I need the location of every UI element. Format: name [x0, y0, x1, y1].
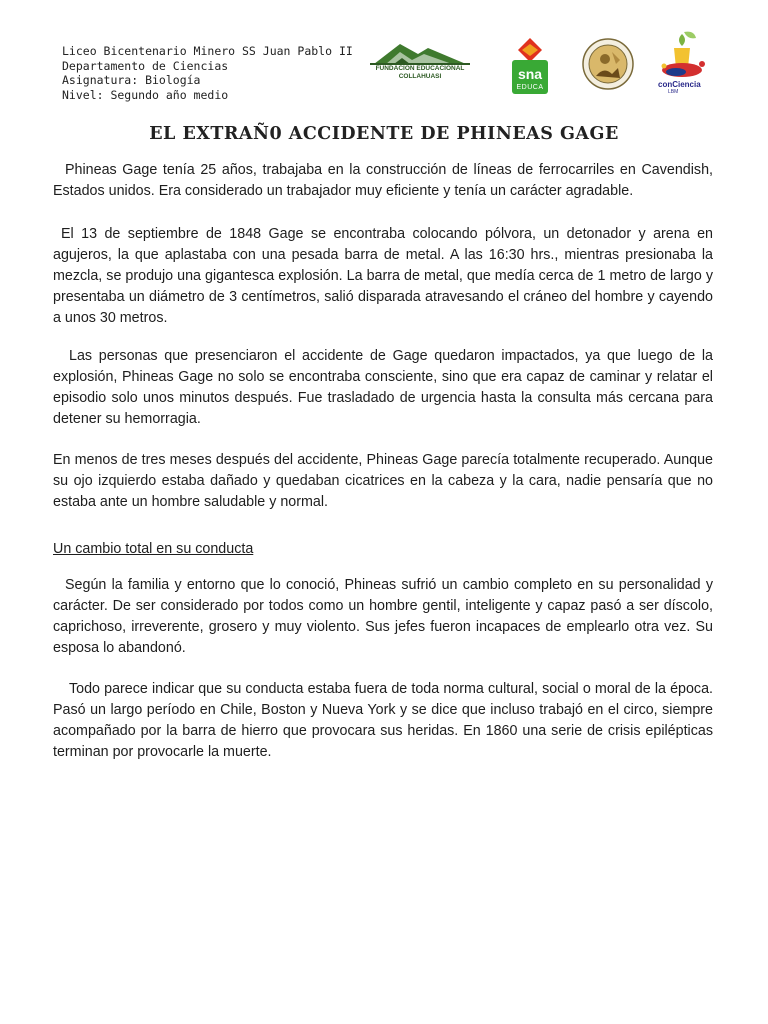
sna-educa-logo: [512, 36, 548, 94]
fundacion-collahuasi-logo: [366, 40, 474, 82]
conciencia-logo-text: conCiencia: [658, 80, 701, 89]
sna-logo-subtext: EDUCA: [516, 84, 544, 91]
mountain-icon: [366, 40, 474, 66]
seal-icon: [582, 38, 634, 90]
school-header: [62, 44, 353, 102]
school-name: Liceo Bicentenario Minero SS Juan Pablo II: [62, 44, 353, 58]
conciencia-icon: [654, 28, 716, 80]
grade-level: Nivel: Segundo año medio: [62, 87, 229, 102]
conciencia-logo: [654, 28, 716, 98]
conciencia-logo-subtext: LBM: [668, 89, 679, 95]
paragraph-5: Según la familia y entorno que lo conoció, Phineas sufrió un cambio completo en su personalidad y carácter. De ser considerado por todos como un hombre gentil, inteligente y capaz pasó a ser díscolo, caprichoso, irreverente, grosero y muy violento. Sus jefes fueron incapaces de emplearlo otra vez. Su esposa lo abandonó.: [53, 577, 713, 656]
sna-logo-text: sna: [517, 66, 543, 82]
paragraph-1: Phineas Gage tenía 25 años, trabajaba en la construcción de líneas de ferrocarriles en Cavendish, Estados unidos. Era considerado un trabajador muy eficiente y tenía un carácter agradable.: [53, 162, 713, 199]
paragraph-3: Las personas que presenciaron el accidente de Gage quedaron impactados, ya que luego de la explosión, Phineas Gage no solo se encontraba consciente, sino que era capaz de caminar y relatar el episodio solo unos minutos después. Fue trasladado de urgencia hasta la consulta más cercana para detener su hemorragia.: [53, 348, 713, 427]
paragraph-2: El 13 de septiembre de 1848 Gage se encontraba colocando pólvora, un detonador y arena en agujeros, la que aplastaba con una pesada barra de metal. A las 16:30 hrs., mientras presionaba la mezcla, se produjo una gigantesca explosión. La barra de metal, que medía cerca de 1 metro de largo y presentaba un diámetro de 3 centímetros, salió disparada atravesando el cráneo del hombre y cayendo a unos 30 metros.: [53, 226, 713, 326]
department: Departamento de Ciencias: [62, 58, 229, 73]
school-seal-logo: [582, 38, 634, 90]
paragraph-6: Todo parece indicar que su conducta estaba fuera de toda norma cultural, social o moral de la época. Pasó un largo período en Chile, Boston y Nueva York y se dice que incluso trabajó en el circo, siempre acompañado por la barra de hierro que provocara sus heridas. En 1860 una serie de crisis epilépticas terminan por provocarle la muerte.: [53, 681, 713, 760]
paragraph-4: En menos de tres meses después del accidente, Phineas Gage parecía totalmente recuperado. Aunque su ojo izquierdo estaba dañado y quedaban cicatrices en la cabeza y la cara, nadie pensaría que no estaba ante un hombre saludable y normal.: [53, 452, 713, 510]
subject: Asignatura: Biología: [62, 73, 201, 87]
fundacion-logo-text: FUNDACION EDUCACIONAL COLLAHUASI: [375, 65, 465, 80]
document-title: EL EXTRAÑ0 ACCIDENTE DE PHINEAS GAGE: [149, 124, 619, 144]
section-subtitle: Un cambio total en su conducta: [53, 541, 254, 557]
